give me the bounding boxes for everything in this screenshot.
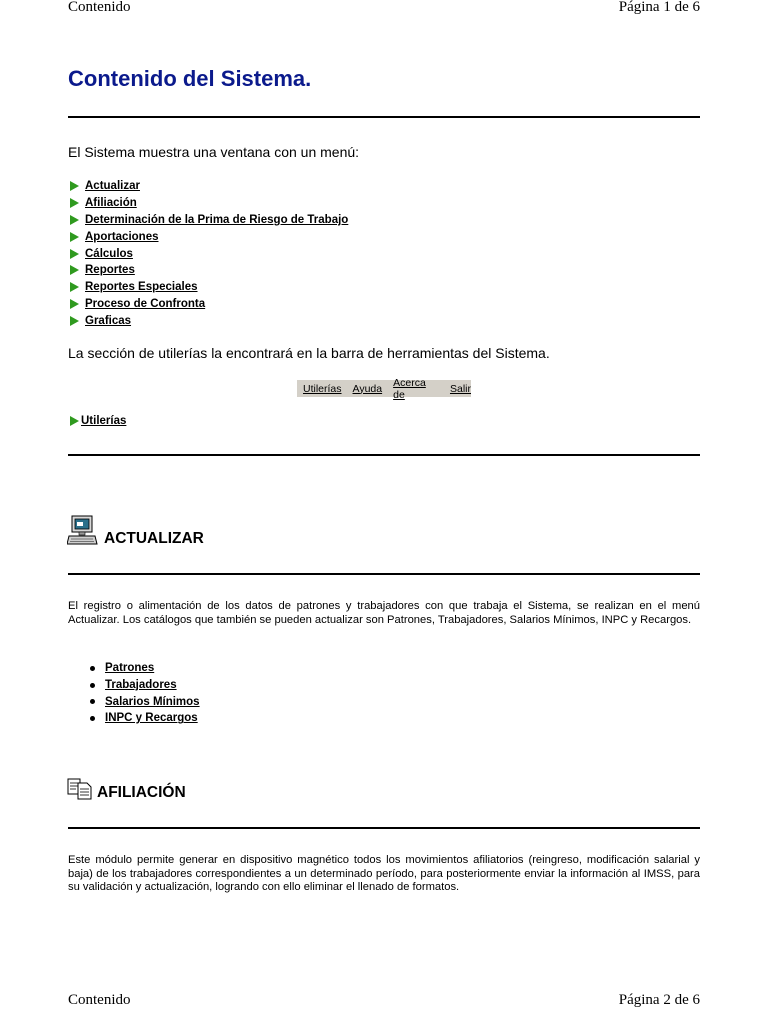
footer-left: Contenido — [68, 992, 131, 1008]
menu-item[interactable] — [70, 228, 348, 245]
menu-link-reportes-especiales[interactable]: Reportes Especiales — [85, 281, 198, 294]
menu-item[interactable] — [70, 296, 348, 313]
toolbar-item-salir: Salir — [449, 382, 471, 395]
toolbar-item-utilerias: Utilerías — [303, 382, 342, 395]
menu-item[interactable] — [70, 262, 348, 279]
menu-item[interactable] — [70, 212, 348, 229]
menu-item[interactable] — [70, 312, 348, 329]
list-item[interactable] — [90, 710, 200, 727]
menu-link-afiliacion[interactable]: Afiliación — [85, 197, 137, 210]
menu-link-reportes[interactable]: Reportes — [85, 264, 135, 277]
documents-icon — [67, 778, 93, 800]
menu-item[interactable] — [70, 245, 348, 262]
bullet-dot — [90, 666, 95, 671]
header-left: Contenido — [68, 0, 131, 15]
intro-text: El Sistema muestra una ventana con un menú: — [68, 144, 360, 160]
link-salarios-minimos[interactable]: Salarios Mínimos — [105, 695, 200, 708]
green-triangle-icon — [70, 316, 79, 326]
green-triangle-icon — [70, 198, 79, 208]
actualizar-paragraph: El registro o alimentación de los datos de patrones y trabajadores con que trabaja el Sistema, se realizan en el menú Actualizar. Los catálogos que también se pueden actualizar son Patrones, Trabajadores, Salarios Mínimos, INPC y Recargos. — [68, 600, 700, 626]
section-heading-actualizar: ACTUALIZAR — [104, 530, 204, 547]
menu-link-prima-riesgo[interactable]: Determinación de la Prima de Riesgo de Trabajo — [85, 213, 349, 226]
page-header — [68, 0, 700, 16]
link-inpc-recargos[interactable]: INPC y Recargos — [105, 712, 198, 725]
green-triangle-icon — [70, 249, 79, 259]
green-triangle-icon — [70, 265, 79, 275]
green-triangle-icon — [70, 416, 79, 426]
toolbar-item-ayuda: Ayuda — [352, 382, 383, 395]
utilities-item[interactable] — [70, 415, 126, 427]
menu-list — [70, 178, 348, 329]
green-triangle-icon — [70, 215, 79, 225]
menu-item[interactable] — [70, 178, 348, 195]
footer-page-number: Página 2 de 6 — [618, 992, 700, 1008]
afiliacion-paragraph: Este módulo permite generar en dispositivo magnético todos los movimientos afiliatorios (reingreso, modificación salarial y baja) de los trabajadores correspondientes a un determinado período, para posteriormente enviar la información al IMSS, para su validación y actualización, logrando con ello eliminar el llenado de formatos. — [68, 854, 700, 894]
menu-item[interactable] — [70, 195, 348, 212]
section-heading-afiliacion: AFILIACIÓN — [97, 784, 186, 801]
menu-link-calculos[interactable]: Cálculos — [85, 247, 133, 260]
utilities-text: La sección de utilerías la encontrará en la barra de herramientas del Sistema. — [68, 345, 550, 361]
list-item[interactable] — [90, 693, 200, 710]
green-triangle-icon — [70, 181, 79, 191]
menu-link-actualizar[interactable]: Actualizar — [85, 180, 140, 193]
link-trabajadores[interactable]: Trabajadores — [105, 679, 177, 692]
divider — [68, 454, 700, 456]
bullet-dot — [90, 699, 95, 704]
list-item[interactable] — [90, 677, 200, 694]
list-item[interactable] — [90, 660, 200, 677]
actualizar-list — [90, 660, 200, 727]
computer-icon — [67, 514, 99, 546]
bullet-dot — [90, 683, 95, 688]
green-triangle-icon — [70, 299, 79, 309]
toolbar-image — [297, 376, 471, 401]
header-page-number: Página 1 de 6 — [618, 0, 700, 15]
page-footer — [68, 992, 700, 1009]
link-patrones[interactable]: Patrones — [105, 662, 155, 675]
divider — [68, 573, 700, 575]
utilities-link[interactable]: Utilerías — [81, 415, 127, 427]
bullet-dot — [90, 716, 95, 721]
divider — [68, 116, 700, 118]
divider — [68, 827, 700, 829]
toolbar-item-acerca: Acerca de — [393, 376, 426, 401]
green-triangle-icon — [70, 282, 79, 292]
menu-link-aportaciones[interactable]: Aportaciones — [85, 230, 159, 243]
menu-link-graficas[interactable]: Graficas — [85, 314, 132, 327]
page-title: Contenido del Sistema. — [68, 66, 312, 91]
menu-link-proceso-confronta[interactable]: Proceso de Confronta — [85, 297, 206, 310]
menu-item[interactable] — [70, 279, 348, 296]
green-triangle-icon — [70, 232, 79, 242]
